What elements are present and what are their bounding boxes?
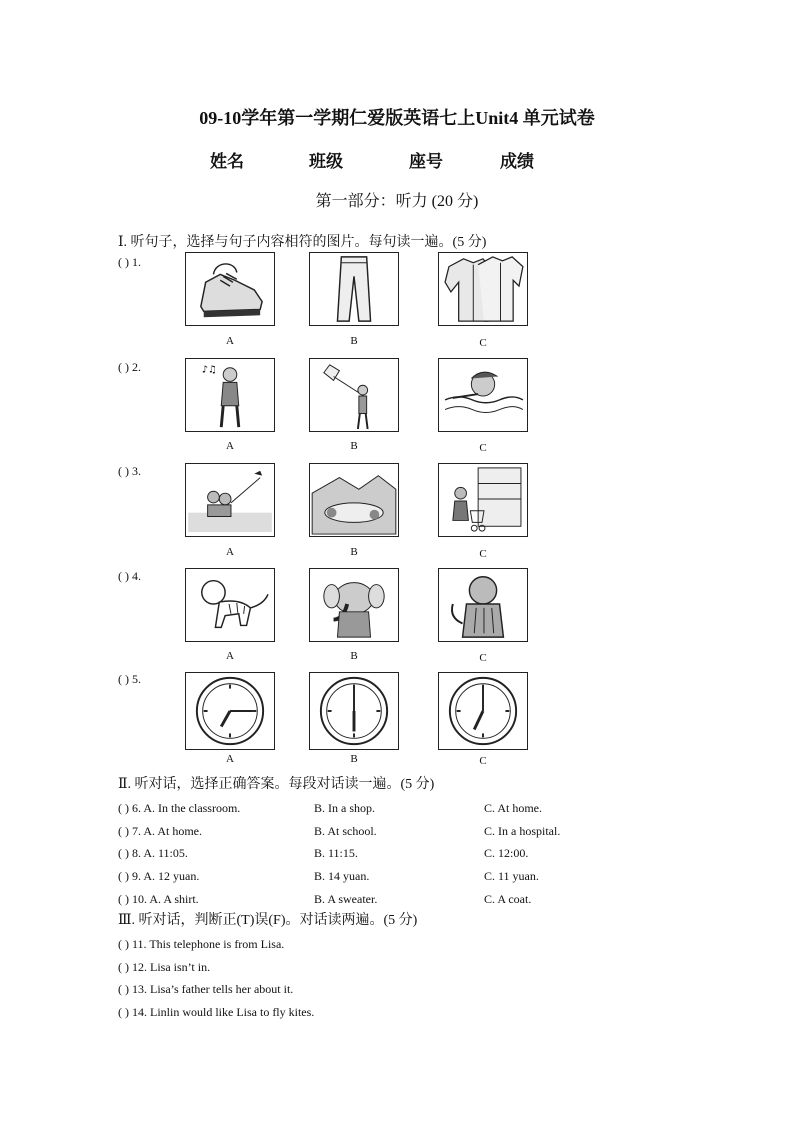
question-11-statement: ( ) 11. This telephone is from Lisa. — [118, 937, 285, 951]
question-4-number: ( ) 4. — [118, 569, 141, 583]
question-9-option-a: ( ) 9. A. 12 yuan. — [118, 869, 200, 883]
kite-boy-icon[interactable] — [309, 358, 399, 432]
question-2-number: ( ) 2. — [118, 360, 141, 374]
question-13-statement: ( ) 13. Lisa’s father tells her about it. — [118, 982, 294, 996]
question-10-option-b: B. A sweater. — [314, 892, 378, 906]
option-label-b: B — [350, 335, 358, 347]
class-field-label: 班级 — [309, 152, 343, 171]
option-label-b: B — [350, 650, 358, 662]
option-label-c: C — [479, 442, 487, 454]
page-title: 09-10学年第一学期仁爱版英语七上Unit4 单元试卷 — [199, 108, 595, 128]
question-5-number: ( ) 5. — [118, 672, 141, 686]
clock-0715-icon[interactable] — [185, 672, 275, 750]
question-7-option-c: C. In a hospital. — [484, 824, 561, 838]
question-6-option-b: B. In a shop. — [314, 801, 375, 815]
question-8-option-c: C. 12:00. — [484, 846, 529, 860]
option-label-c: C — [479, 755, 487, 767]
tiger-icon[interactable] — [438, 568, 528, 642]
singing-man-icon[interactable] — [185, 358, 275, 432]
section-1-heading: Ⅰ. 听句子，选择与句子内容相符的图片。每句读一遍。(5 分) — [118, 235, 487, 250]
shopping-icon[interactable] — [438, 463, 528, 537]
option-label-c: C — [479, 337, 487, 349]
option-label-a: A — [226, 650, 234, 662]
score-field-label: 成绩 — [500, 152, 534, 171]
part-heading: 第一部分：听力 (20 分) — [315, 193, 479, 210]
question-9-option-b: B. 14 yuan. — [314, 869, 370, 883]
option-label-b: B — [350, 546, 358, 558]
question-1-number: ( ) 1. — [118, 255, 141, 269]
clock-0700-icon[interactable] — [438, 672, 528, 750]
option-label-a: A — [226, 440, 234, 452]
question-10-option-a: ( ) 10. A. A shirt. — [118, 892, 199, 906]
option-label-c: C — [479, 652, 487, 664]
question-10-option-c: C. A coat. — [484, 892, 532, 906]
option-label-a: A — [226, 335, 234, 347]
question-14-statement: ( ) 14. Linlin would like Lisa to fly kites. — [118, 1005, 315, 1019]
picnic-icon[interactable] — [309, 463, 399, 537]
option-label-c: C — [479, 548, 487, 560]
option-label-b: B — [350, 440, 358, 452]
question-8-option-b: B. 11:15. — [314, 846, 358, 860]
question-8-option-a: ( ) 8. A. 11:05. — [118, 846, 188, 860]
sneaker-icon[interactable] — [185, 252, 275, 326]
question-3-number: ( ) 3. — [118, 464, 141, 478]
shirts-icon[interactable] — [438, 252, 528, 326]
option-label-b: B — [350, 753, 358, 765]
trousers-icon[interactable] — [309, 252, 399, 326]
question-9-option-c: C. 11 yuan. — [484, 869, 539, 883]
question-6-option-c: C. At home. — [484, 801, 543, 815]
name-field-label: 姓名 — [210, 152, 244, 171]
elephant-icon[interactable] — [309, 568, 399, 642]
section-2-heading: Ⅱ. 听对话，选择正确答案。每段对话读一遍。(5 分) — [118, 777, 435, 792]
tiger-cub-icon[interactable] — [185, 568, 275, 642]
question-6-option-a: ( ) 6. A. In the classroom. — [118, 801, 241, 815]
question-7-option-a: ( ) 7. A. At home. — [118, 824, 202, 838]
option-label-a: A — [226, 546, 234, 558]
swimming-man-icon[interactable] — [438, 358, 528, 432]
fishing-icon[interactable] — [185, 463, 275, 537]
question-12-statement: ( ) 12. Lisa isn’t in. — [118, 960, 211, 974]
svg-text:♪♫: ♪♫ — [201, 364, 217, 376]
section-3-heading: Ⅲ. 听对话，判断正(T)误(F)。对话读两遍。(5 分) — [118, 913, 418, 928]
seat-field-label: 座号 — [409, 152, 443, 171]
question-7-option-b: B. At school. — [314, 824, 377, 838]
clock-0600-icon[interactable] — [309, 672, 399, 750]
option-label-a: A — [226, 753, 234, 765]
